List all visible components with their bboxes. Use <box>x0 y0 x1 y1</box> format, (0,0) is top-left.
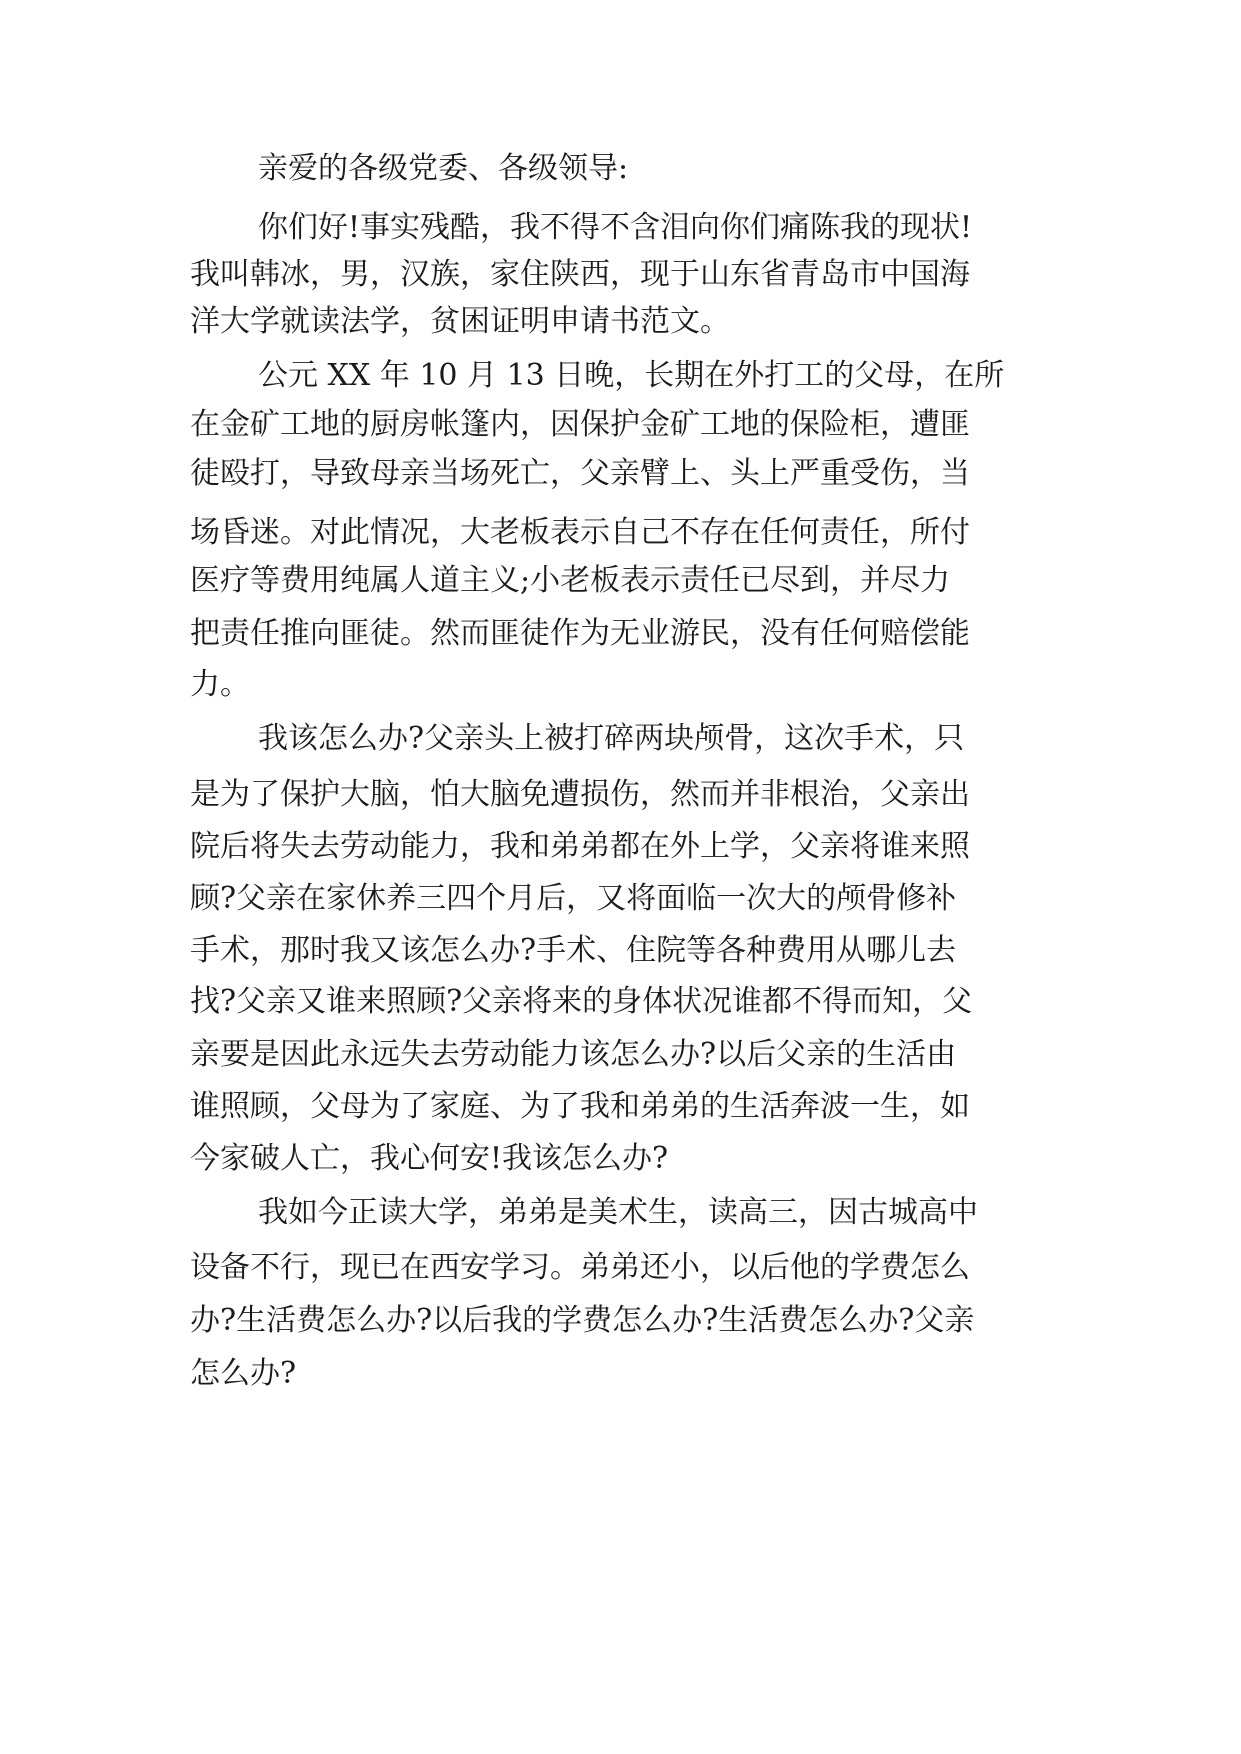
text-line: 我叫韩冰，男，汉族，家住陕西，现于山东省青岛市中国海 <box>190 257 970 292</box>
text-line: 怎么办? <box>190 1356 297 1391</box>
text-line: 手术，那时我又该怎么办?手术、住院等各种费用从哪儿去 <box>190 933 957 968</box>
text-line: 办?生活费怎么办?以后我的学费怎么办?生活费怎么办?父亲 <box>190 1303 975 1338</box>
text-line: 设备不行，现已在西安学习。弟弟还小，以后他的学费怎么 <box>190 1250 970 1285</box>
text-line: 找?父亲又谁来照顾?父亲将来的身体状况谁都不得而知，父 <box>190 984 973 1019</box>
text-line: 我该怎么办?父亲头上被打碎两块颅骨，这次手术，只 <box>258 721 965 756</box>
text-line: 顾?父亲在家休养三四个月后，又将面临一次大的颅骨修补 <box>190 881 957 916</box>
text-line: 院后将失去劳动能力，我和弟弟都在外上学，父亲将谁来照 <box>190 829 970 864</box>
text-line: 在金矿工地的厨房帐篷内，因保护金矿工地的保险柜，遭匪 <box>190 407 970 442</box>
text-line: 力。 <box>190 667 250 702</box>
text-line: 你们好!事实残酷，我不得不含泪向你们痛陈我的现状! <box>258 210 973 245</box>
text-line: 场昏迷。对此情况，大老板表示自己不存在任何责任，所付 <box>190 515 970 550</box>
text-line: 今家破人亡，我心何安!我该怎么办? <box>190 1141 669 1176</box>
salutation: 亲爱的各级党委、各级领导: <box>258 151 629 186</box>
text-line: 洋大学就读法学，贫困证明申请书范文。 <box>190 304 730 339</box>
text-line: 是为了保护大脑，怕大脑免遭损伤，然而并非根治，父亲出 <box>190 777 970 812</box>
text-line: 亲要是因此永远失去劳动能力该怎么办?以后父亲的生活由 <box>190 1037 957 1072</box>
text-line: 我如今正读大学，弟弟是美术生，读高三，因古城高中 <box>258 1195 978 1230</box>
text-line: 谁照顾，父母为了家庭、为了我和弟弟的生活奔波一生，如 <box>190 1089 970 1124</box>
text-line: 徒殴打，导致母亲当场死亡，父亲臂上、头上严重受伤，当 <box>190 456 970 491</box>
text-line: 把责任推向匪徒。然而匪徒作为无业游民，没有任何赔偿能 <box>190 616 970 651</box>
text-line: 医疗等费用纯属人道主义;小老板表示责任已尽到，并尽力 <box>190 563 951 598</box>
text-line: 公元 XX 年 10 月 13 日晚，长期在外打工的父母，在所 <box>258 358 1005 393</box>
